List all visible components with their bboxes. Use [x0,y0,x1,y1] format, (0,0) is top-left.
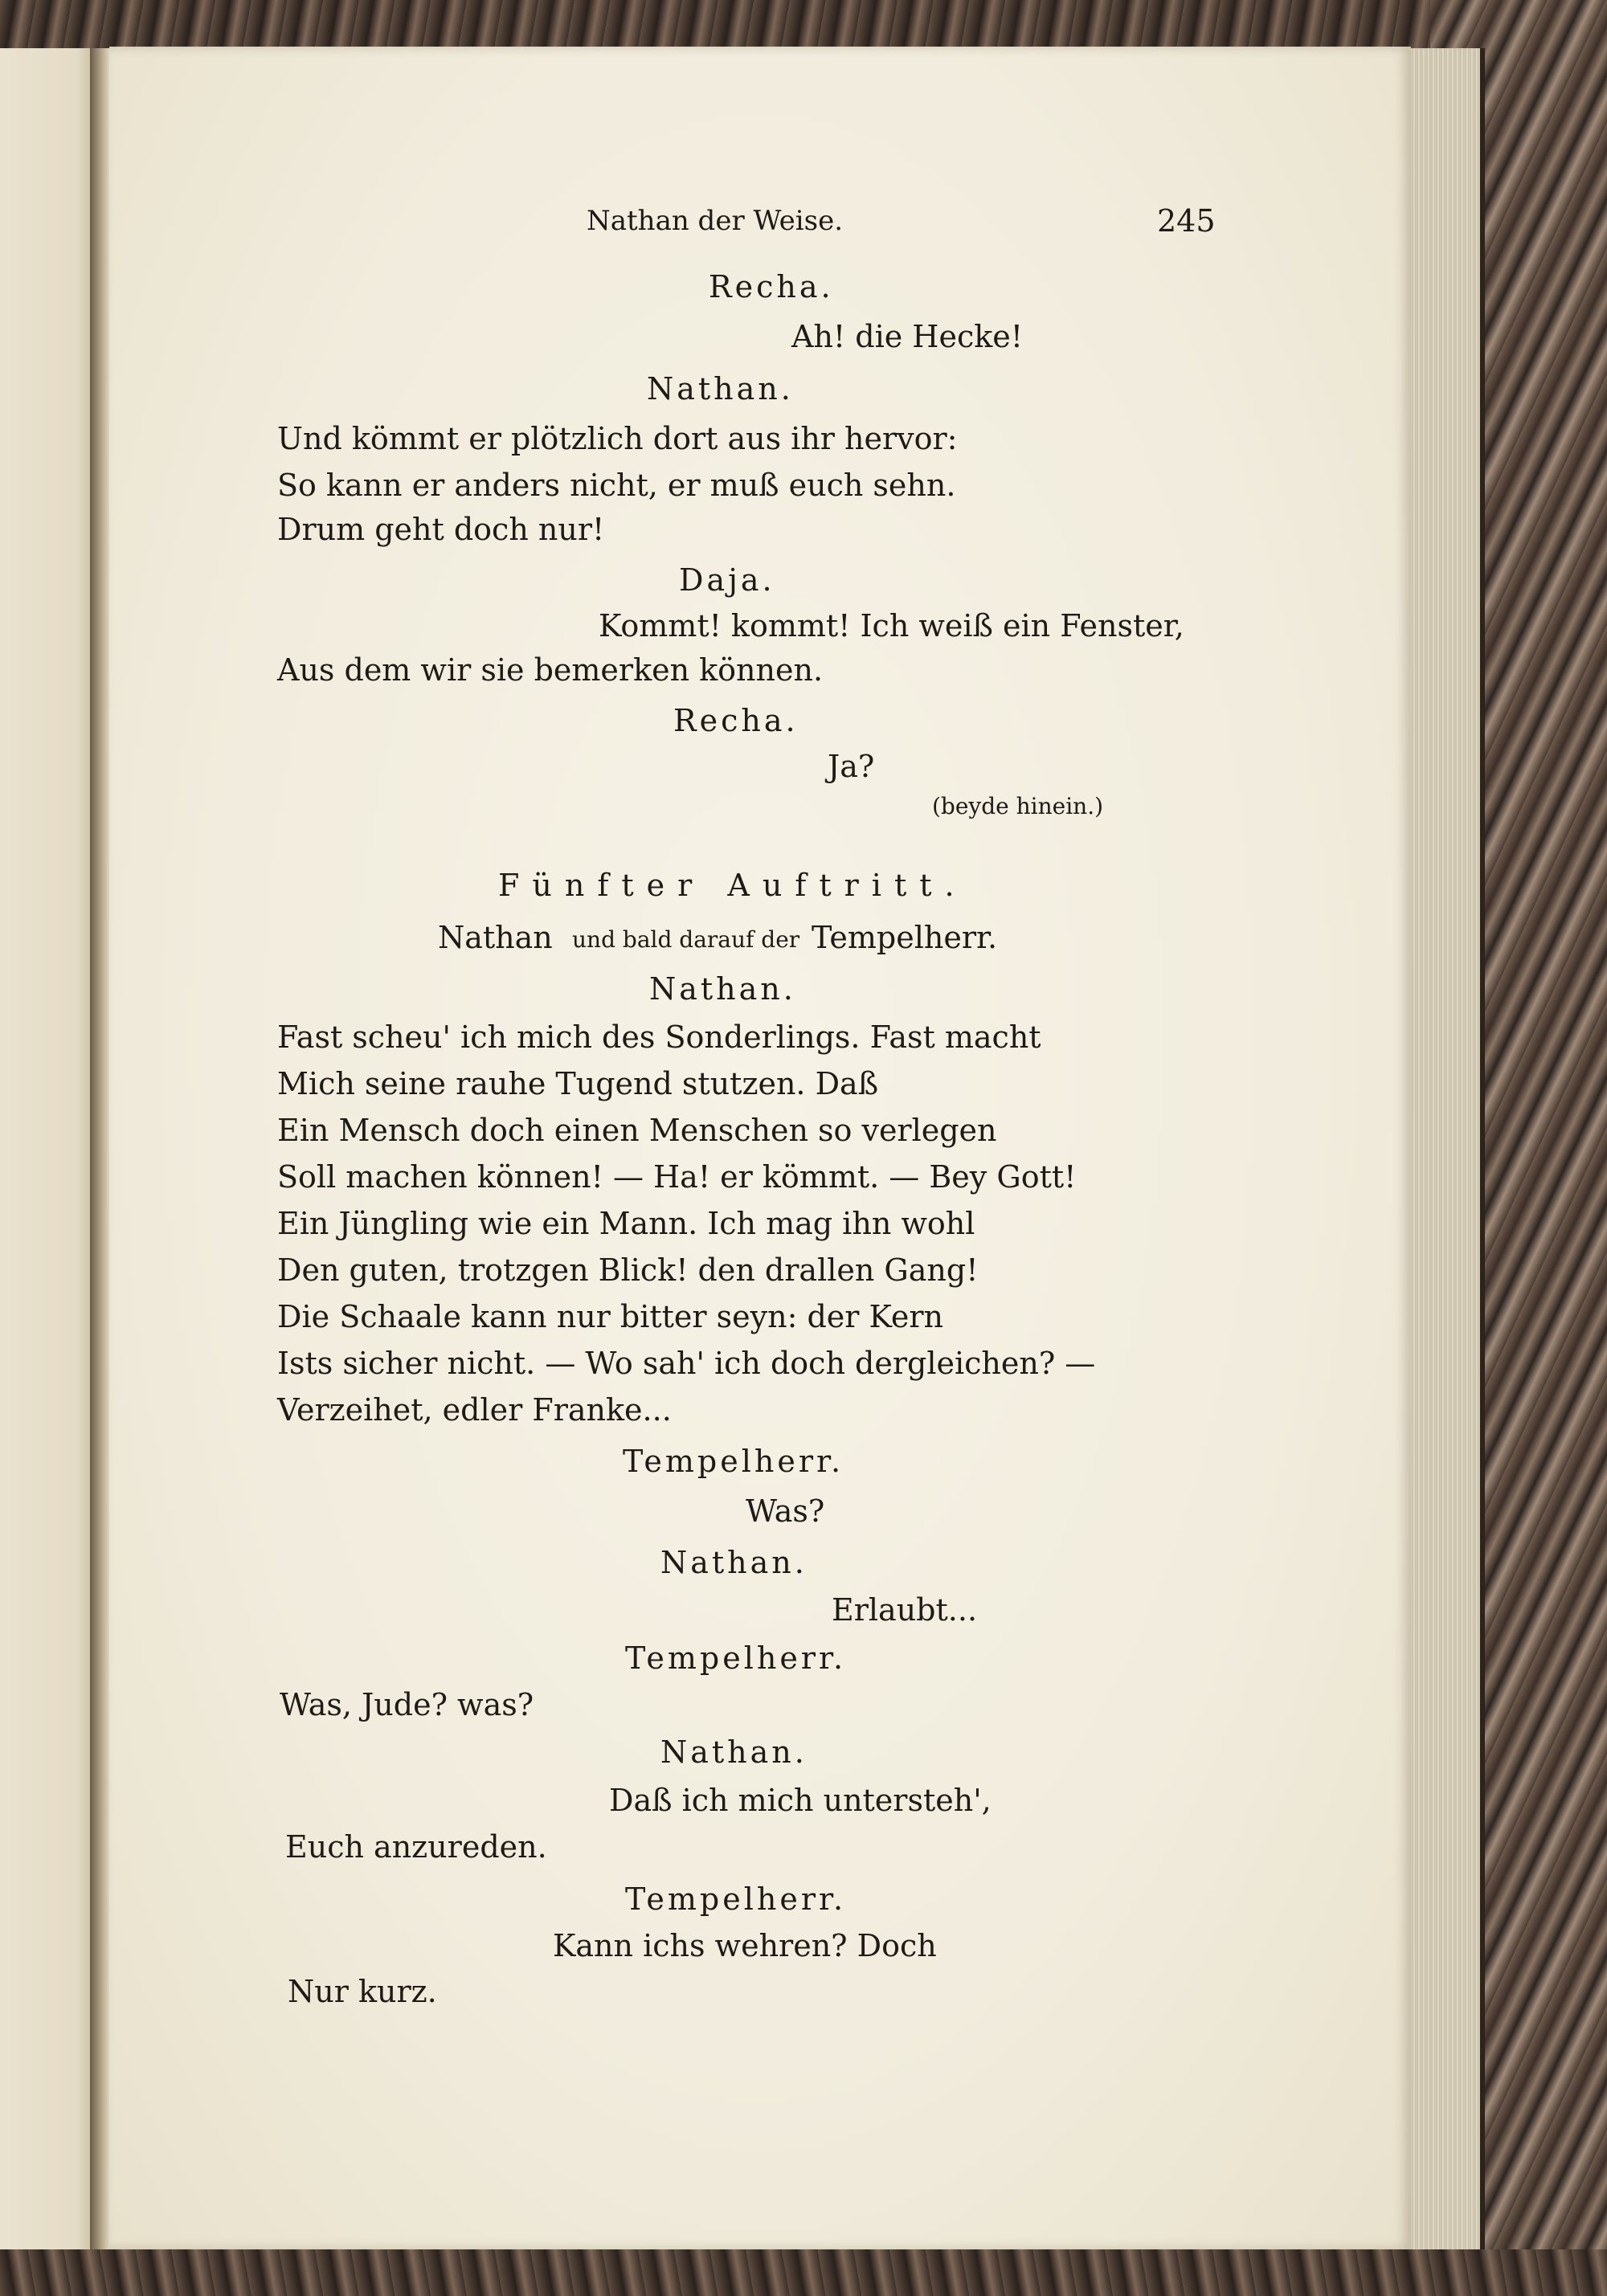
page-number: 245 [1157,203,1216,239]
verse-line: Fast scheu' ich mich des Sonderlings. Fast macht [277,1019,1041,1055]
speaker-label: Tempelherr. [625,1640,847,1676]
speaker-label: Tempelherr. [623,1444,844,1479]
speaker-label: Nathan. [660,1545,808,1580]
speaker-label: Nathan. [660,1734,808,1770]
verse-line: Mich seine rauhe Tugend stutzen. Daß [277,1066,879,1101]
book-gutter [90,48,111,2249]
page-leaves [1406,48,1485,2249]
verse-line: Was, Jude? was? [280,1687,534,1722]
verse-line: Ein Jüngling wie ein Mann. Ich mag ihn wohl [277,1206,975,1241]
verse-line: Aus dem wir sie bemerken können. [277,652,824,688]
character-name: Nathan [438,920,553,955]
verse-line: Ah! die Hecke! [791,319,1024,354]
scene-heading: Fünfter Auftritt. [498,868,967,903]
verse-line: Kommt! kommt! Ich weiß ein Fenster, [599,608,1184,643]
speaker-label: Tempelherr. [625,1881,847,1917]
verse-line: Was? [746,1493,825,1529]
running-title: Nathan der Weise. [587,205,844,237]
verse-line: Verzeihet, edler Franke... [277,1392,672,1428]
stage-direction: (beyde hinein.) [932,793,1104,819]
verse-line: Daß ich mich untersteh', [609,1783,992,1818]
scene-cast-connector: und bald darauf der [572,926,800,953]
verse-line: Soll machen können! — Ha! er kömmt. — Bey Gott! [277,1159,1077,1195]
speaker-label: Recha. [673,703,799,738]
speaker-label: Nathan. [649,971,796,1007]
verse-line: Und kömmt er plötzlich dort aus ihr hervor: [277,421,958,456]
verse-line: Nur kurz. [288,1974,437,2009]
verse-line: Drum geht doch nur! [277,512,605,547]
verse-line: So kann er anders nicht, er muß euch sehn. [277,468,956,503]
verse-line: Euch anzureden. [285,1829,547,1865]
verse-line: Kann ichs wehren? Doch [553,1928,937,1963]
verse-line: Ja? [828,749,875,784]
verse-line: Den guten, trotzgen Blick! den drallen Gang! [277,1252,979,1288]
verse-line: Ein Mensch doch einen Menschen so verlegen [277,1113,997,1148]
speaker-label: Nathan. [647,371,794,406]
speaker-label: Recha. [709,269,834,304]
verse-line: Die Schaale kann nur bitter seyn: der Kern [277,1299,944,1334]
book-edge-bottom [0,2249,1607,2296]
character-name: Tempelherr. [812,920,998,955]
speaker-label: Daja. [679,562,775,598]
verse-line: Erlaubt... [832,1592,978,1628]
verse-line: Ists sicher nicht. — Wo sah' ich doch dergleichen? — [277,1346,1096,1381]
left-page [0,48,95,2249]
